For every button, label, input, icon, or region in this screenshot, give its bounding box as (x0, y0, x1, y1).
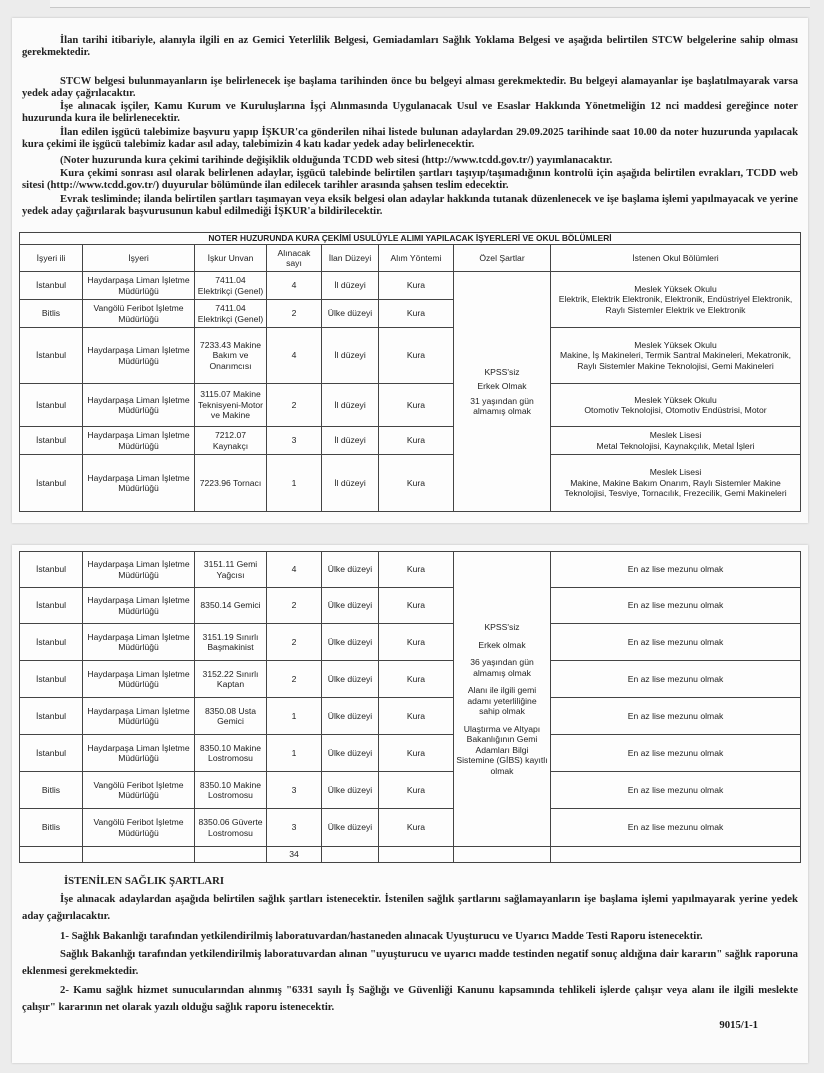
cell-isyeri: Haydarpaşa Liman İşletme Müdürlüğü (83, 698, 195, 735)
positions-table-1 (19, 232, 801, 512)
table-row (20, 328, 801, 384)
cell-yontem: Kura (379, 328, 454, 384)
cell-duzey: İl düzeyi (322, 455, 379, 512)
school-departments-cell (551, 272, 801, 328)
cell-duzey: Ülke düzeyi (322, 735, 379, 772)
cell-il: İstanbul (20, 384, 83, 427)
column-header: Özel Şartlar (454, 245, 551, 272)
table-row (20, 809, 801, 847)
cell-okul: En az lise mezunu olmak (551, 624, 801, 661)
cell-sayi: 2 (267, 624, 322, 661)
cell-duzey: Ülke düzeyi (322, 624, 379, 661)
cell-sayi: 2 (267, 661, 322, 698)
cell-yontem: Kura (379, 272, 454, 300)
school-departments-cell (551, 455, 801, 512)
cell-isyeri: Haydarpaşa Liman İşletme Müdürlüğü (83, 588, 195, 624)
special-conditions-cell (454, 552, 551, 847)
document-page-2 (12, 545, 808, 1063)
cell-okul: En az lise mezunu olmak (551, 735, 801, 772)
cell-unvan: 3151.19 Sınırlı Başmakinist (195, 624, 267, 661)
positions-table-2 (19, 551, 801, 863)
cell-isyeri: Haydarpaşa Liman İşletme Müdürlüğü (83, 328, 195, 384)
special-condition: KPSS'siz (484, 622, 520, 632)
cell-duzey: Ülke düzeyi (322, 552, 379, 588)
cell-yontem: Kura (379, 809, 454, 847)
table-row (20, 552, 801, 588)
school-departments: Metal Teknolojisi, Kaynakçılık, Metal İşleri (596, 440, 755, 451)
special-condition: 36 yaşından gün almamış olmak (470, 657, 534, 678)
cell-isyeri: Haydarpaşa Liman İşletme Müdürlüğü (83, 427, 195, 455)
cell-unvan: 8350.08 Usta Gemici (195, 698, 267, 735)
cell-duzey: Ülke düzeyi (322, 698, 379, 735)
cell-yontem: Kura (379, 427, 454, 455)
cell-duzey: İl düzeyi (322, 384, 379, 427)
cell-il: Bitlis (20, 809, 83, 847)
cell-il: Bitlis (20, 772, 83, 809)
empty-cell (454, 847, 551, 863)
document-number: 9015/1-1 (719, 1019, 758, 1031)
table-row (20, 661, 801, 698)
column-header: İşkur Unvan (195, 245, 267, 272)
cell-duzey: Ülke düzeyi (322, 661, 379, 698)
cell-okul: En az lise mezunu olmak (551, 661, 801, 698)
cell-okul: En az lise mezunu olmak (551, 698, 801, 735)
table-row (20, 588, 801, 624)
school-departments-cell (551, 427, 801, 455)
column-header: İlan Düzeyi (322, 245, 379, 272)
cell-duzey: İl düzeyi (322, 427, 379, 455)
intro-paragraph: İlan edilen işgücü talebimize başvuru yapıp İŞKUR'ca gönderilen nihai listede bulunan adaylardan 29.09.2025 tarihinde saat 10.00 da noter huzurunda yapılacak kura çekimi ile işgücü talebimiz kadar asıl aday, talebimizin 4 katı kadar yedek aday belirlenecektir. (22, 127, 798, 150)
intro-paragraph: Kura çekimi sonrası asıl olarak belirlenen adaylar, işgücü talebinde belirtilen şartları taşıyıp/taşımadığının kontrolü için aşağıda belirtilen evrakları, TCDD web sitesi (http://www.tcdd.gov.tr/) duyurular bölümünde ilan edilecek tarihler arasında şahsen teslim edecektir. (22, 168, 798, 191)
table-total-row (20, 847, 801, 863)
school-departments: Makine, Makine Bakım Onarım, Raylı Sistemler Makine Teknolojisi, Tesviye, Tornacılık, Frezecilik, Gemi Makineleri (564, 477, 787, 499)
table-row (20, 455, 801, 512)
special-conditions-cell (454, 272, 551, 512)
cell-isyeri: Vangölü Feribot İşletme Müdürlüğü (83, 809, 195, 847)
cell-unvan: 7212.07 Kaynakçı (195, 427, 267, 455)
column-header: İşyeri ili (20, 245, 83, 272)
column-header: Alım Yöntemi (379, 245, 454, 272)
health-paragraph: 2- Kamu sağlık hizmet sunucularından alınmış "6331 sayılı İş Sağlığı ve Güvenliği Kanunu kapsamında tehlikeli işlerde çalışır veya alanı ile ilgili meslekte çalışır" kararının net olarak yazılı olduğu sağlık raporu istenecektir. (22, 984, 798, 1013)
cell-isyeri: Haydarpaşa Liman İşletme Müdürlüğü (83, 552, 195, 588)
table-row (20, 624, 801, 661)
school-departments-cell (551, 328, 801, 384)
cell-unvan: 7233.43 Makine Bakım ve Onarımcısı (195, 328, 267, 384)
cell-yontem: Kura (379, 384, 454, 427)
health-paragraph: İşe alınacak adaylardan aşağıda belirtilen sağlık şartları istenecektir. İstenilen sağlık şartlarını sağlamayanların işe başlama işlemi yapılmayarak yerine yedek aday çağırılacaktır. (22, 893, 798, 922)
cell-sayi: 4 (267, 552, 322, 588)
cell-il: İstanbul (20, 552, 83, 588)
school-type: Meslek Yüksek Okulu (634, 283, 717, 294)
cell-isyeri: Vangölü Feribot İşletme Müdürlüğü (83, 772, 195, 809)
empty-cell (195, 847, 267, 863)
cell-il: İstanbul (20, 624, 83, 661)
cell-il: İstanbul (20, 661, 83, 698)
column-header: İstenen Okul Bölümleri (551, 245, 801, 272)
previous-page-edge (50, 0, 810, 8)
cell-il: İstanbul (20, 588, 83, 624)
empty-cell (379, 847, 454, 863)
cell-il: İstanbul (20, 272, 83, 300)
school-departments: Elektrik, Elektrik Elektronik, Elektronik, Endüstriyel Elektronik, Raylı Sistemler Elektrik ve Elektronik (558, 294, 793, 315)
cell-duzey: Ülke düzeyi (322, 588, 379, 624)
cell-isyeri: Haydarpaşa Liman İşletme Müdürlüğü (83, 384, 195, 427)
cell-okul: En az lise mezunu olmak (551, 552, 801, 588)
total-count: 34 (267, 847, 322, 863)
cell-sayi: 4 (267, 272, 322, 300)
cell-duzey: Ülke düzeyi (322, 772, 379, 809)
table-row (20, 384, 801, 427)
cell-sayi: 2 (267, 588, 322, 624)
column-header: Alınacak sayı (267, 245, 322, 272)
cell-yontem: Kura (379, 552, 454, 588)
special-condition: KPSS'siz (484, 366, 520, 377)
empty-cell (20, 847, 83, 863)
cell-il: İstanbul (20, 427, 83, 455)
cell-yontem: Kura (379, 455, 454, 512)
cell-yontem: Kura (379, 735, 454, 772)
special-condition: 31 yaşından gün almamış olmak (470, 395, 534, 416)
cell-sayi: 3 (267, 772, 322, 809)
cell-sayi: 2 (267, 384, 322, 427)
cell-unvan: 8350.10 Makine Lostromosu (195, 772, 267, 809)
cell-sayi: 1 (267, 698, 322, 735)
special-condition: Alanı ile ilgili gemi adamı yeterliliğine sahip olmak (467, 685, 537, 716)
table-row (20, 735, 801, 772)
school-type: Meslek Lisesi (649, 467, 702, 478)
intro-paragraph: STCW belgesi bulunmayanların işe belirlenecek işe başlama tarihinden önce bu belgeyi alması gerekmektedir. Bu belgeyi alamayanlar işe başlatılmayarak varsa yedek aday çağrılacaktır. (22, 76, 798, 99)
cell-isyeri: Vangölü Feribot İşletme Müdürlüğü (83, 300, 195, 328)
special-condition: Ulaştırma ve Altyapı Bakanlığının Gemi Adamları Bilgi Sistemine (GİBS) kayıtlı olmak (456, 723, 548, 776)
special-condition: Erkek olmak (478, 639, 526, 650)
health-paragraph: Sağlık Bakanlığı tarafından yetkilendirilmiş laboratuvardan alınan "uyuşturucu ve uyarıcı madde testinden negatif sonuç aldığına dair kararın" sağlık raporuna eklenmesi gerekmektedir. (22, 948, 798, 977)
table-row (20, 272, 801, 300)
cell-unvan: 3152.22 Sınırlı Kaptan (195, 661, 267, 698)
intro-paragraph: İşe alınacak işçiler, Kamu Kurum ve Kuruluşlarına İşçi Alınmasında Uygulanacak Usul ve Esaslar Hakkında Yönetmeliğin 12 nci maddesi gereğince noter huzurunda kura ile belirlenecektir. (22, 101, 798, 124)
cell-isyeri: Haydarpaşa Liman İşletme Müdürlüğü (83, 624, 195, 661)
cell-yontem: Kura (379, 698, 454, 735)
cell-isyeri: Haydarpaşa Liman İşletme Müdürlüğü (83, 735, 195, 772)
cell-isyeri: Haydarpaşa Liman İşletme Müdürlüğü (83, 661, 195, 698)
cell-sayi: 1 (267, 735, 322, 772)
cell-yontem: Kura (379, 588, 454, 624)
cell-unvan: 8350.14 Gemici (195, 588, 267, 624)
health-paragraph: 1- Sağlık Bakanlığı tarafından yetkilendirilmiş laboratuvardan/hastaneden alınacak Uyuşturucu ve Uyarıcı Madde Testi Raporu istenecektir. (60, 930, 703, 942)
cell-sayi: 2 (267, 300, 322, 328)
cell-okul: En az lise mezunu olmak (551, 809, 801, 847)
special-condition: Erkek Olmak (477, 381, 527, 391)
cell-unvan: 7411.04 Elektrikçi (Genel) (195, 272, 267, 300)
table-title: NOTER HUZURUNDA KURA ÇEKİMİ USULÜYLE ALIMI YAPILACAK İŞYERLERİ VE OKUL BÖLÜMLERİ (20, 233, 801, 245)
school-type: Meslek Yüksek Okulu (634, 339, 717, 350)
table-row (20, 772, 801, 809)
empty-cell (83, 847, 195, 863)
cell-duzey: Ülke düzeyi (322, 809, 379, 847)
cell-unvan: 8350.06 Güverte Lostromosu (195, 809, 267, 847)
cell-isyeri: Haydarpaşa Liman İşletme Müdürlüğü (83, 272, 195, 300)
cell-yontem: Kura (379, 772, 454, 809)
table-row (20, 427, 801, 455)
cell-unvan: 7223.96 Tornacı (195, 455, 267, 512)
cell-il: İstanbul (20, 735, 83, 772)
cell-duzey: İl düzeyi (322, 328, 379, 384)
school-departments: Otomotiv Teknolojisi, Otomotiv Endüstrisi, Motor (584, 405, 767, 415)
cell-sayi: 4 (267, 328, 322, 384)
empty-cell (322, 847, 379, 863)
document-page-1 (12, 18, 808, 523)
table-header-row (20, 245, 801, 272)
cell-yontem: Kura (379, 624, 454, 661)
table-row (20, 698, 801, 735)
cell-unvan: 7411.04 Elektrikçi (Genel) (195, 300, 267, 328)
school-type: Meslek Yüksek Okulu (634, 394, 717, 405)
health-heading: İSTENİLEN SAĞLIK ŞARTLARI (64, 875, 224, 887)
cell-unvan: 3115.07 Makine Teknisyeni-Motor ve Makine (195, 384, 267, 427)
intro-paragraph: (Noter huzurunda kura çekimi tarihinde değişiklik olduğunda TCDD web sitesi (http://www.tcdd.gov.tr/) yayımlanacaktır. (60, 155, 613, 166)
cell-yontem: Kura (379, 661, 454, 698)
cell-il: Bitlis (20, 300, 83, 328)
cell-il: İstanbul (20, 455, 83, 512)
cell-duzey: İl düzeyi (322, 272, 379, 300)
school-departments-cell (551, 384, 801, 427)
cell-duzey: Ülke düzeyi (322, 300, 379, 328)
cell-il: İstanbul (20, 698, 83, 735)
intro-paragraph: Evrak tesliminde; ilanda belirtilen şartları taşımayan veya eksik belgesi olan adaylar hakkında tutanak düzenlenecek ve işe başlama işlemi yapılmayacak ve yerine yedek aday çağırılarak başvurusunun kabul edilmediği İŞKUR'a bildirilecektir. (22, 194, 798, 217)
cell-sayi: 1 (267, 455, 322, 512)
school-type: Meslek Lisesi (649, 430, 702, 440)
cell-okul: En az lise mezunu olmak (551, 772, 801, 809)
cell-sayi: 3 (267, 427, 322, 455)
cell-unvan: 3151.11 Gemi Yağcısı (195, 552, 267, 588)
cell-sayi: 3 (267, 809, 322, 847)
cell-yontem: Kura (379, 300, 454, 328)
cell-isyeri: Haydarpaşa Liman İşletme Müdürlüğü (83, 455, 195, 512)
column-header: İşyeri (83, 245, 195, 272)
school-departments: Makine, İş Makineleri, Termik Santral Makineleri, Mekatronik, Raylı Sistemler Makine Teknolojisi, Gemi Makineleri (560, 350, 791, 371)
intro-paragraph: İlan tarihi itibariyle, alanıyla ilgili en az Gemici Yeterlilik Belgesi, Gemiadamları Sağlık Yoklama Belgesi ve aşağıda belirtilen STCW belgelerine sahip olması gerekmektedir. (22, 35, 798, 58)
cell-okul: En az lise mezunu olmak (551, 588, 801, 624)
cell-il: İstanbul (20, 328, 83, 384)
cell-unvan: 8350.10 Makine Lostromosu (195, 735, 267, 772)
empty-cell (551, 847, 801, 863)
